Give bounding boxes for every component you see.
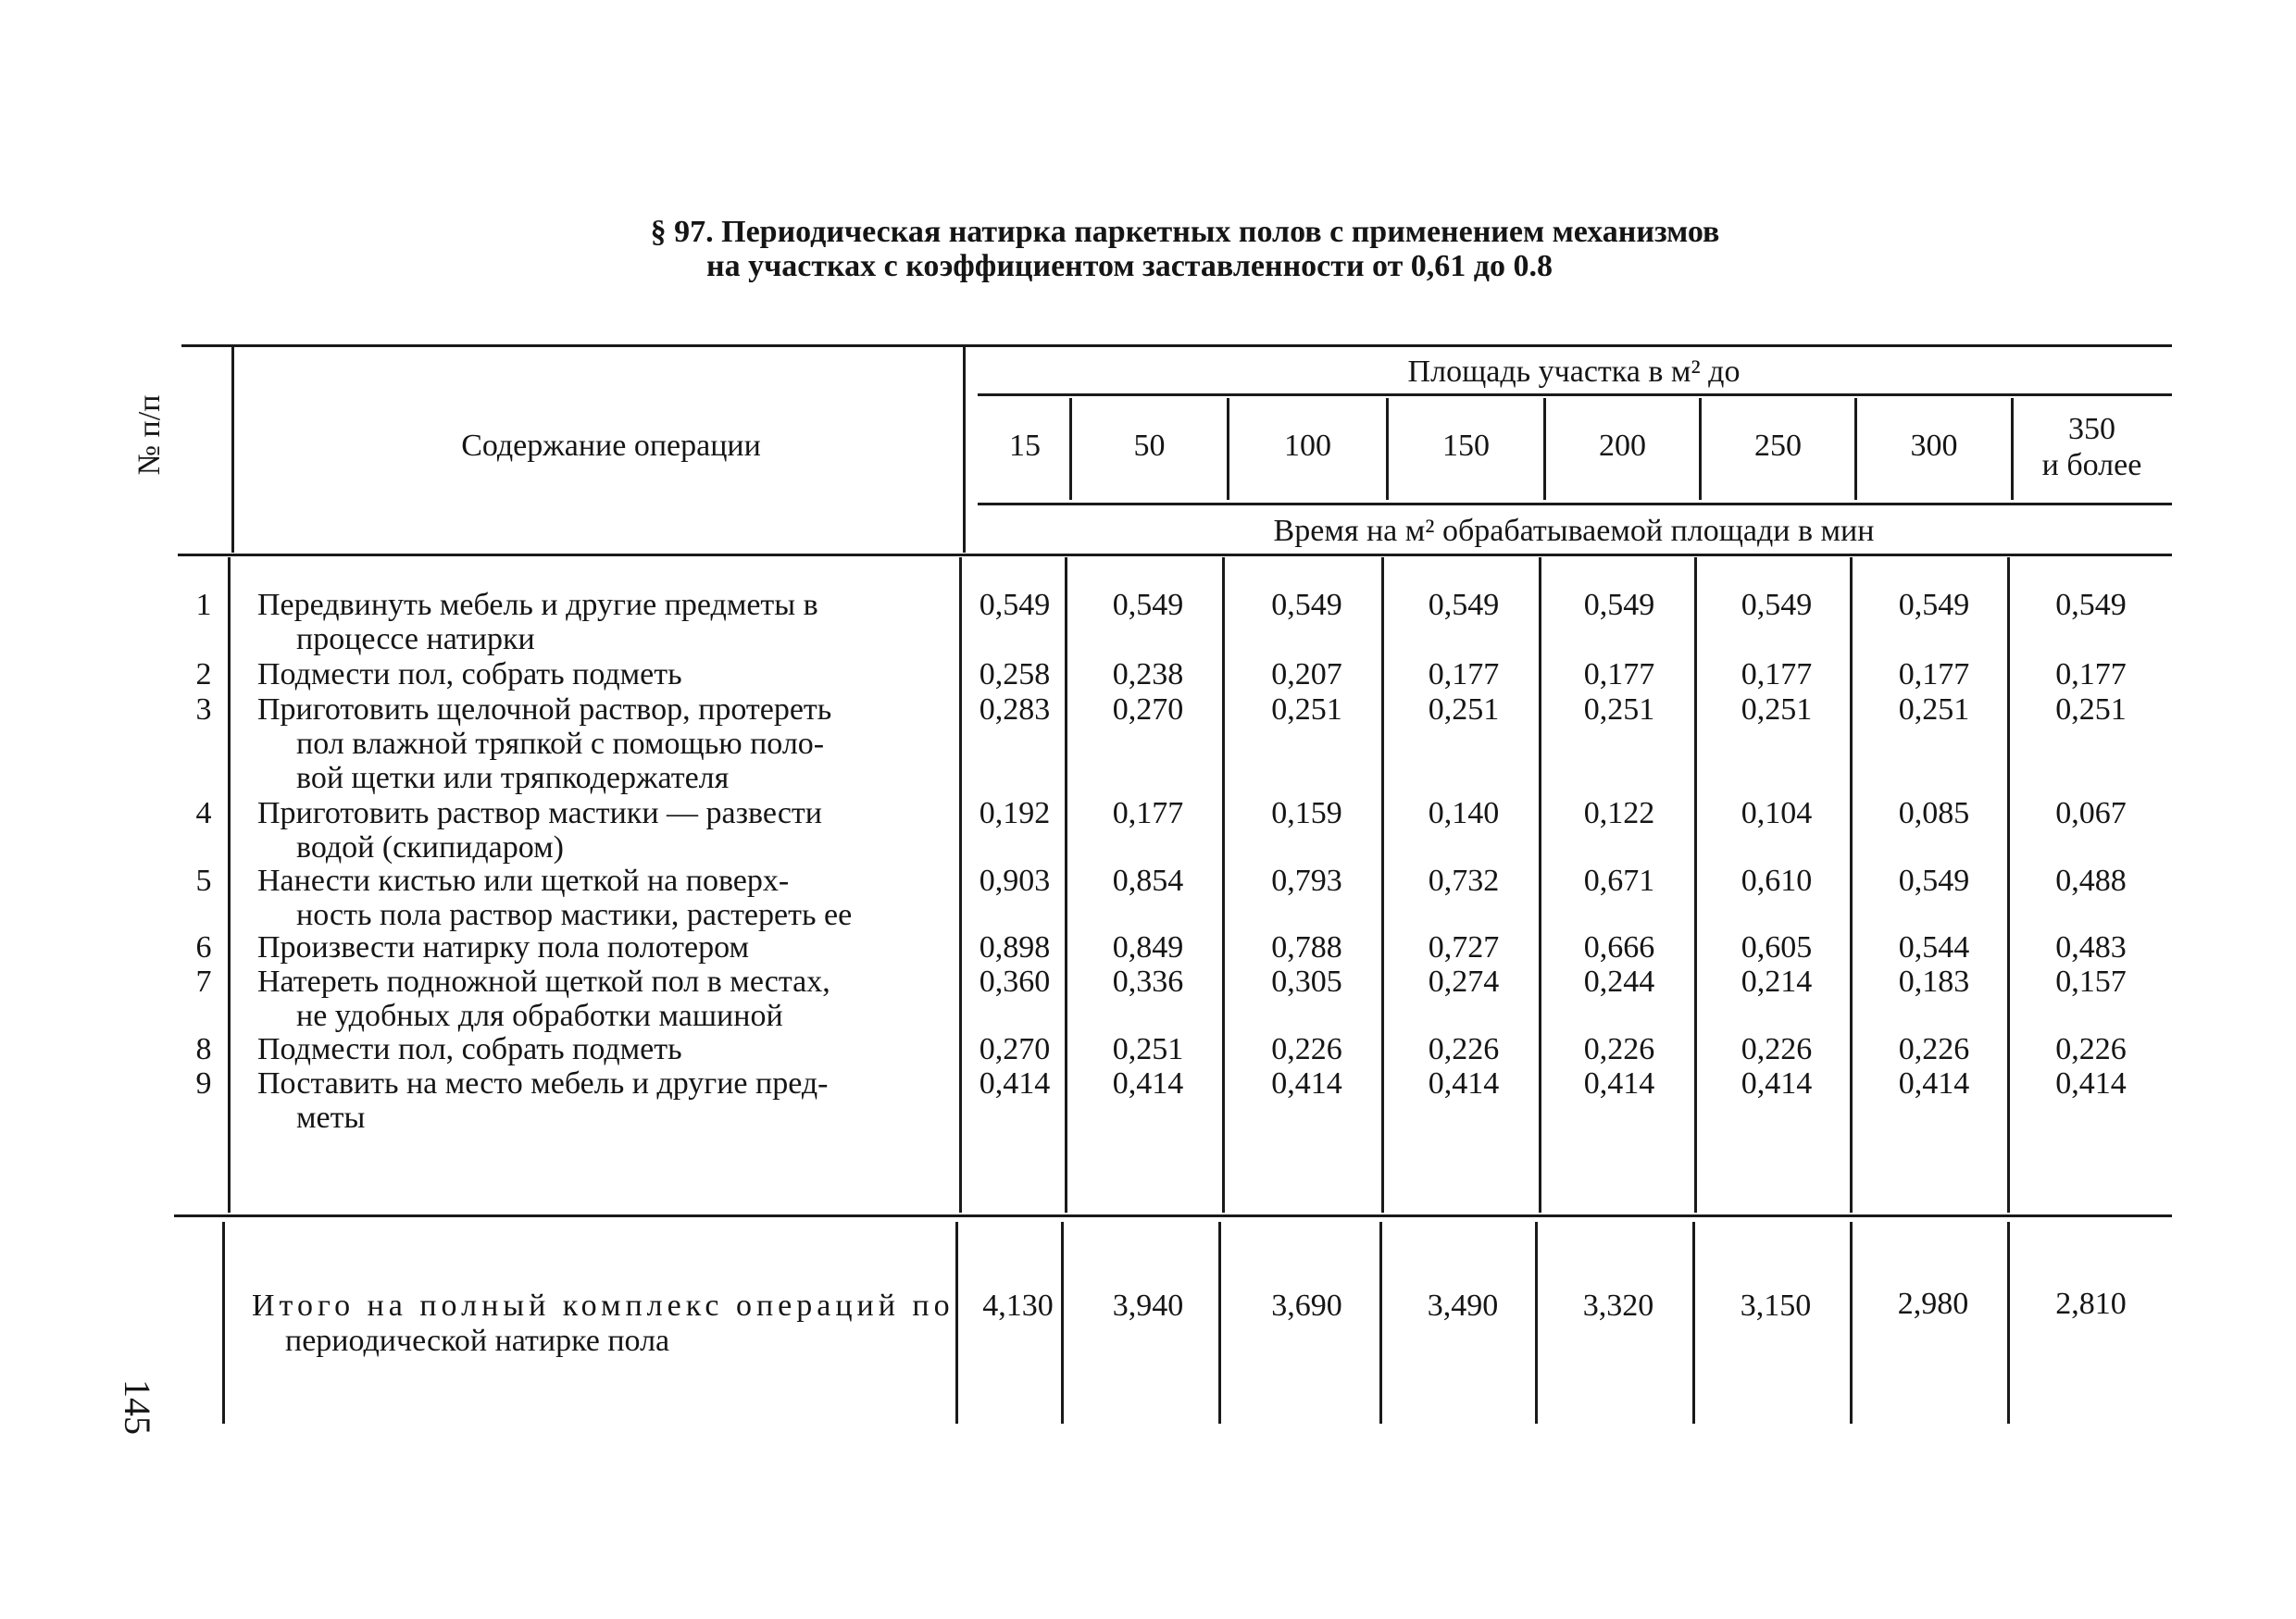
column-header-150: 150 [1442, 429, 1490, 463]
total-value-15: 4,130 [982, 1289, 1054, 1323]
row-number: 8 [195, 1032, 212, 1066]
row-number: 9 [195, 1066, 212, 1101]
time-value: 0,085 [1898, 796, 1970, 830]
total-rule-100 [1379, 1222, 1382, 1424]
time-value: 0,666 [1583, 930, 1655, 965]
time-value: 0,226 [1583, 1032, 1655, 1066]
time-value: 0,226 [1271, 1032, 1342, 1066]
operation-text-line: Поставить на место мебель и другие пред- [257, 1066, 829, 1101]
operation-text-line: Подмести пол, собрать подметь [257, 657, 682, 691]
time-value: 0,270 [979, 1032, 1051, 1066]
time-value: 0,177 [1898, 657, 1970, 691]
total-rule-15 [1061, 1222, 1064, 1424]
operation-text [257, 930, 961, 965]
time-value: 0,903 [979, 864, 1051, 898]
time-value: 0,251 [2055, 692, 2127, 727]
time-value: 0,549 [979, 588, 1051, 622]
column-header-100: 100 [1284, 429, 1331, 463]
page-number: 145 [117, 1379, 158, 1435]
total-value-100: 3,690 [1271, 1289, 1342, 1323]
row-number: 7 [195, 965, 212, 999]
operation-text-line: вой щетки или тряпкодержателя [296, 761, 730, 795]
time-value: 0,483 [2055, 930, 2127, 965]
columns-bottom-rule [978, 503, 2172, 505]
time-value: 0,214 [1741, 965, 1813, 999]
time-value: 0,244 [1583, 965, 1655, 999]
time-value: 0,104 [1741, 796, 1813, 830]
total-value-250: 3,150 [1740, 1289, 1812, 1323]
time-value: 0,305 [1271, 965, 1342, 999]
operation-text [257, 588, 961, 656]
operation-text-line: Натереть подножной щеткой пол в местах, [257, 965, 830, 999]
time-value: 0,251 [1741, 692, 1813, 727]
time-value: 0,898 [979, 930, 1051, 965]
operation-text [257, 965, 961, 1033]
time-value: 0,549 [1583, 588, 1655, 622]
operation-text [257, 796, 961, 865]
time-value: 0,177 [1583, 657, 1655, 691]
time-value: 0,549 [1428, 588, 1500, 622]
body-rule-200 [1694, 557, 1697, 1213]
time-value: 0,549 [2055, 588, 2127, 622]
total-rule-num [222, 1222, 225, 1424]
time-value: 0,414 [1112, 1066, 1184, 1101]
area-group-header: Площадь участка в м² до [1407, 355, 1741, 389]
time-value: 0,274 [1428, 965, 1500, 999]
body-rule-num [228, 557, 231, 1213]
col-rule-200 [1699, 398, 1702, 500]
column-header-15: 15 [1009, 429, 1041, 463]
total-value-200: 3,320 [1582, 1289, 1654, 1323]
header-bottom-rule [178, 554, 2172, 556]
time-value: 0,360 [979, 965, 1051, 999]
time-value: 0,251 [1583, 692, 1655, 727]
time-value: 0,226 [1428, 1032, 1500, 1066]
time-value: 0,605 [1741, 930, 1813, 965]
time-value: 0,251 [1428, 692, 1500, 727]
time-value: 0,251 [1112, 1032, 1184, 1066]
time-value: 0,788 [1271, 930, 1342, 965]
total-label-line-2: периодической натирке пола [285, 1324, 670, 1358]
time-value: 0,727 [1428, 930, 1500, 965]
time-value: 0,671 [1583, 864, 1655, 898]
time-value: 0,226 [1741, 1032, 1813, 1066]
time-value: 0,238 [1112, 657, 1184, 691]
operation-text-line: пол влажной тряпкой с помощью поло- [296, 727, 825, 761]
time-value: 0,854 [1112, 864, 1184, 898]
body-rule-50 [1222, 557, 1225, 1213]
col-rule-15 [1069, 398, 1072, 500]
time-value: 0,159 [1271, 796, 1342, 830]
time-value: 0,140 [1428, 796, 1500, 830]
section-title-line-2: на участках с коэффициентом заставленности от 0,61 до 0.8 [706, 249, 1553, 283]
operation-text [257, 1066, 961, 1135]
time-value: 0,207 [1271, 657, 1342, 691]
operation-text [257, 864, 961, 932]
total-value-350: 2,810 [2055, 1287, 2127, 1321]
time-value: 0,251 [1898, 692, 1970, 727]
col-rule-150 [1543, 398, 1546, 500]
total-rule-250 [1850, 1222, 1853, 1424]
total-rule-300 [2007, 1222, 2010, 1424]
operation-text [257, 1032, 961, 1066]
total-value-50: 3,940 [1112, 1289, 1184, 1323]
time-value: 0,157 [2055, 965, 2127, 999]
row-number: 1 [195, 588, 212, 622]
col-rule-num [231, 347, 234, 553]
row-number: 6 [195, 930, 212, 965]
time-value: 0,549 [1898, 864, 1970, 898]
total-label [252, 1289, 965, 1359]
column-header-350-more: и более [2041, 448, 2142, 482]
time-value: 0,183 [1898, 965, 1970, 999]
body-bottom-rule [174, 1214, 2172, 1217]
time-value: 0,177 [2055, 657, 2127, 691]
operation-text-line: Приготовить раствор мастики — развести [257, 796, 822, 830]
time-value: 0,849 [1112, 930, 1184, 965]
operation-text-line: Подмести пол, собрать подметь [257, 1032, 682, 1066]
total-label-line-1: Итого на полный комплекс операций по [252, 1289, 955, 1323]
operation-text-line: меты [296, 1101, 366, 1135]
operation-text-line: Произвести натирку пола полотером [257, 930, 750, 965]
column-header-350: 350 [2068, 412, 2115, 446]
time-value: 0,251 [1271, 692, 1342, 727]
time-value: 0,414 [1741, 1066, 1813, 1101]
time-value: 0,732 [1428, 864, 1500, 898]
col-rule-50 [1227, 398, 1229, 500]
operation-text-line: процессе натирки [296, 622, 535, 656]
operation-text-line: водой (скипидаром) [296, 830, 564, 865]
time-value: 0,414 [1583, 1066, 1655, 1101]
time-value: 0,488 [2055, 864, 2127, 898]
operation-text-line: Приготовить щелочной раствор, протереть [257, 692, 832, 727]
time-value: 0,122 [1583, 796, 1655, 830]
time-value: 0,336 [1112, 965, 1184, 999]
operation-text-line: не удобных для обработки машиной [296, 999, 783, 1033]
total-rule-50 [1218, 1222, 1221, 1424]
time-value: 0,610 [1741, 864, 1813, 898]
column-header-200: 200 [1599, 429, 1646, 463]
operation-text [257, 692, 961, 795]
time-value: 0,414 [979, 1066, 1051, 1101]
time-value: 0,177 [1428, 657, 1500, 691]
time-value: 0,414 [1428, 1066, 1500, 1101]
time-value: 0,549 [1112, 588, 1184, 622]
time-value: 0,177 [1112, 796, 1184, 830]
time-value: 0,549 [1271, 588, 1342, 622]
total-value-150: 3,490 [1427, 1289, 1499, 1323]
body-rule-150 [1539, 557, 1541, 1213]
row-number: 3 [195, 692, 212, 727]
time-value: 0,414 [1898, 1066, 1970, 1101]
col-rule-100 [1386, 398, 1389, 500]
time-note-header: Время на м² обрабатываемой площади в мин [1273, 514, 1875, 548]
operation-text-line: Нанести кистью или щеткой на поверх- [257, 864, 790, 898]
time-value: 0,226 [1898, 1032, 1970, 1066]
operation-text-line: ность пола раствор мастики, растереть ее [296, 898, 853, 932]
operation-header: Содержание операции [461, 429, 761, 463]
col-rule-op [963, 347, 966, 553]
time-value: 0,544 [1898, 930, 1970, 965]
table-top-rule [181, 344, 2172, 347]
time-value: 0,549 [1741, 588, 1813, 622]
operation-text-line: Передвинуть мебель и другие предметы в [257, 588, 818, 622]
row-number-header: № п/п [132, 394, 167, 476]
column-header-50: 50 [1133, 429, 1166, 463]
time-value: 0,226 [2055, 1032, 2127, 1066]
time-value: 0,283 [979, 692, 1051, 727]
time-value: 0,549 [1898, 588, 1970, 622]
body-rule-15 [1065, 557, 1067, 1213]
column-header-300: 300 [1910, 429, 1958, 463]
total-rule-150 [1535, 1222, 1538, 1424]
section-title-line-1: § 97. Периодическая натирка паркетных полов с применением механизмов [650, 215, 1720, 249]
row-number: 4 [195, 796, 212, 830]
time-value: 0,258 [979, 657, 1051, 691]
total-value-300: 2,980 [1897, 1287, 1969, 1321]
time-value: 0,414 [2055, 1066, 2127, 1101]
col-rule-300 [2011, 398, 2014, 500]
total-rule-200 [1692, 1222, 1695, 1424]
operation-text [257, 657, 961, 691]
area-group-rule [978, 393, 2172, 396]
time-value: 0,177 [1741, 657, 1813, 691]
time-value: 0,192 [979, 796, 1051, 830]
time-value: 0,414 [1271, 1066, 1342, 1101]
time-value: 0,067 [2055, 796, 2127, 830]
time-value: 0,270 [1112, 692, 1184, 727]
time-value: 0,793 [1271, 864, 1342, 898]
row-number: 2 [195, 657, 212, 691]
col-rule-250 [1854, 398, 1857, 500]
row-number: 5 [195, 864, 212, 898]
column-header-250: 250 [1754, 429, 1802, 463]
